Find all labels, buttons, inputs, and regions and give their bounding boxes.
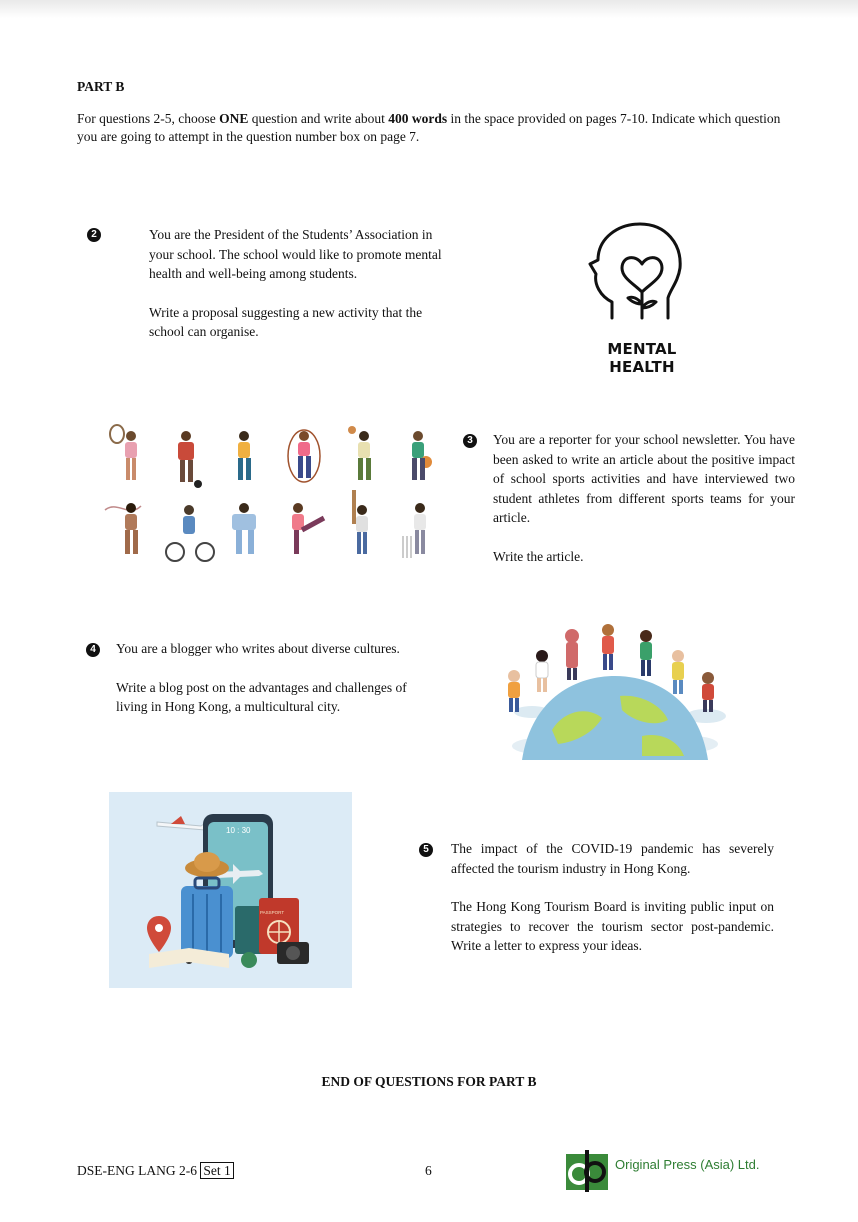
passport-label: PASSPORT	[260, 910, 285, 915]
mental-health-label: MENTAL HEALTH	[607, 340, 677, 376]
page-top-shadow	[0, 0, 858, 18]
question-2-number: 2	[87, 228, 101, 242]
question-4-text	[116, 639, 436, 736]
question-2-text	[149, 225, 452, 361]
publisher-logo	[566, 1148, 796, 1194]
question-5-paragraph-2: The Hong Kong Tourism Board is inviting public input on strategies to recover the tourism sector post-pandemic. Write a letter to express your ideas.	[451, 899, 774, 953]
question-5-text	[451, 839, 774, 975]
publisher-name: Original Press (Asia) Ltd.	[615, 1157, 760, 1172]
question-4-paragraph-1: You are a blogger who writes about diverse cultures.	[116, 641, 400, 656]
airplane-icon	[157, 816, 207, 830]
question-2-paragraph-1: You are the President of the Students’ Association in your school. The school would like to promote mental health and well-being among students.	[149, 227, 442, 281]
question-5-paragraph-1: The impact of the COVID-19 pandemic has severely affected the tourism industry in Hong Kong.	[451, 841, 774, 876]
phone-time: 10 : 30	[226, 826, 251, 835]
question-3-text	[493, 430, 795, 585]
mental-health-icon	[572, 218, 712, 376]
end-of-questions-note: END OF QUESTIONS FOR PART B	[321, 1074, 537, 1089]
instructions	[77, 110, 797, 146]
question-2-paragraph-2: Write a proposal suggesting a new activity that the school can organise.	[149, 304, 423, 339]
question-3-paragraph-1: You are a reporter for your school newsletter. You have been asked to write an article about the positive impact of school sports activities and have interviewed two student athletes from different sports teams for your article.	[493, 432, 795, 525]
footer-paper-code	[77, 1163, 234, 1179]
publisher-logo-icon	[566, 1150, 608, 1192]
question-4-number: 4	[86, 643, 100, 657]
instructions-text-2: question and write about	[248, 111, 389, 126]
children-around-globe-illustration	[492, 620, 738, 760]
question-3-paragraph-2: Write the article.	[493, 548, 584, 564]
question-5-number: 5	[419, 843, 433, 857]
location-pin-icon	[147, 916, 171, 952]
instructions-text-1: For questions 2-5, choose	[77, 111, 220, 126]
camera-icon	[277, 942, 309, 964]
instructions-bold-one: ONE	[219, 111, 249, 126]
part-title: PART B	[77, 79, 125, 94]
athlete-figures	[105, 425, 432, 561]
sports-people-illustration	[100, 418, 440, 568]
question-3-number: 3	[463, 434, 477, 448]
page-number: 6	[425, 1163, 432, 1178]
instructions-bold-words: 400 words	[388, 111, 448, 126]
set-badge: Set 1	[200, 1162, 233, 1179]
instructions-text-3: in the space provided on pages 7-10. Indicate which question you are going to attempt in the question number box on page 7.	[77, 111, 781, 144]
question-4-paragraph-2: Write a blog post on the advantages and challenges of living in Hong Kong, a multicultural city.	[116, 679, 407, 714]
paper-code: DSE-ENG LANG 2-6	[77, 1163, 197, 1178]
head-heart-icon	[572, 218, 712, 336]
travel-illustration	[109, 792, 352, 988]
